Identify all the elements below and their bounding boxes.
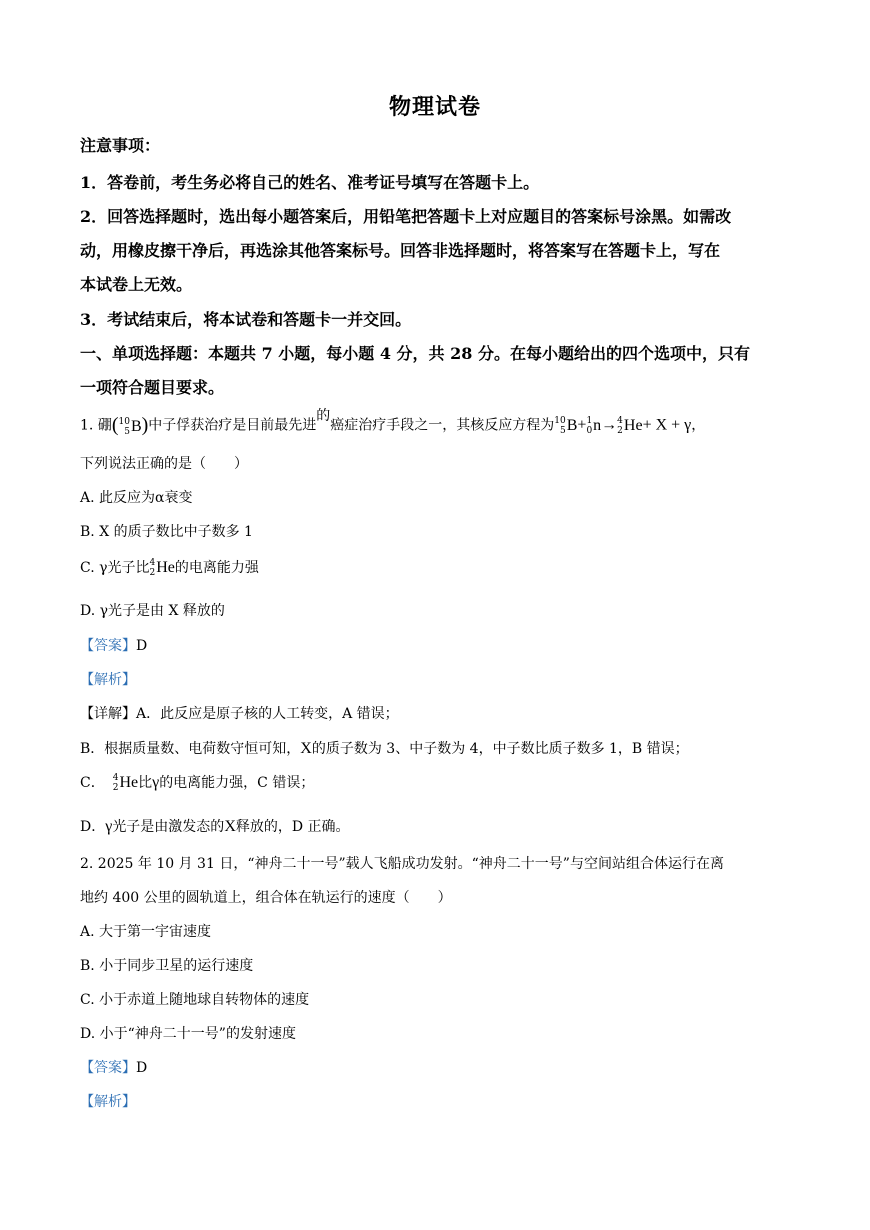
q1-option-b: B. X 的质子数比中子数多 1 (80, 524, 253, 540)
eq-boron: 10 5 B (554, 415, 578, 436)
q2-answer (80, 1057, 800, 1077)
section-heading-cont: 一项符合题目要求。 (80, 378, 225, 397)
q1-answer (80, 635, 800, 655)
q2-analysis-tag: 【解析】 (80, 1094, 136, 1110)
q1-stem-line2: 下列说法正确的是（ ） (80, 456, 248, 472)
eq-helium: 4 2 He (617, 415, 643, 436)
q2-option-c: C. 小于赤道上随地球自转物体的速度 (80, 992, 310, 1008)
q2-option-a: A. 大于第一宇宙速度 (80, 924, 212, 940)
notice-item-3: 3．考试结束后，将本试卷和答题卡一并交回。 (80, 310, 412, 329)
notice-item-2: 2．回答选择题时，选出每小题答案后，用铅笔把答题卡上对应题目的答案标号涂黑。如需改 (80, 207, 732, 226)
answer-tag: 【答案】 (80, 1060, 136, 1076)
boron-nuclide-paren: ( 10 5 B) (111, 414, 149, 437)
q1-detail-d: D．γ光子是由激发态的X释放的，D 正确。 (80, 818, 350, 835)
q1-mid: 中子俘获治疗是目前最先进 (148, 417, 317, 434)
option-c-helium: 4 2 He (149, 558, 175, 578)
q1-analysis-tag: 【解析】 (80, 672, 136, 688)
section-heading: 一、单项选择题：本题共 7 小题，每小题 4 分，共 28 分。在每小题给出的四个选项中，只有 (80, 344, 750, 363)
eq-plus: + (577, 416, 587, 434)
eq-arrow: → (601, 416, 618, 434)
eq-rest: + X + γ (642, 416, 692, 434)
notice-item-2-end: 本试卷上无效。 (80, 275, 193, 294)
notice-item-2-cont: 动，用橡皮擦干净后，再选涂其他答案标号。回答非选择题时，将答案写在答题卡上，写在 (80, 241, 721, 260)
q1-detail-a: 【详解】A．此反应是原子核的人工转变，A 错误； (80, 706, 399, 722)
eq-neutron: 1 0 n (586, 415, 602, 436)
question-2-stem: 2. 2025 年 10 月 31 日，“神舟二十一号”载人飞船成功发射。“神舟二十一号”与空间站组合体运行在离 (80, 856, 724, 872)
q2-stem-line2: 地约 400 公里的圆轨道上，组合体在轨运行的速度（ ） (80, 890, 452, 906)
answer-value: D (136, 638, 148, 654)
q1-post: 癌症治疗手段之一，其核反应方程为 (330, 417, 555, 434)
q1-de-char: 的 (316, 407, 331, 424)
q2-option-d: D. 小于“神舟二十一号”的发射速度 (80, 1026, 296, 1042)
q1-prefix: 1. 硼 (80, 417, 112, 434)
q1-detail-b: B．根据质量数、电荷数守恒可知，X的质子数为 3、中子数为 4，中子数比质子数多 1，B 错误； (80, 740, 689, 757)
page-title: 物理试卷 (388, 94, 481, 120)
answer-tag: 【答案】 (80, 638, 136, 654)
q2-option-b: B. 小于同步卫星的运行速度 (80, 958, 254, 974)
q1-option-d: D. γ光子是由 X 释放的 (80, 603, 225, 619)
eq-comma: ， (691, 417, 706, 434)
notice-heading: 注意事项： (80, 136, 161, 155)
notice-item-1: 1．答卷前，考生务必将自己的姓名、准考证号填写在答题卡上。 (80, 173, 540, 192)
question-1-stem (80, 407, 800, 448)
q1-option-c: C. γ光子比 4 2 He的电离能力强 (80, 558, 259, 578)
q1-detail-c: C． 4 2 He比γ的电离能力强，C 错误； (80, 773, 315, 793)
detail-c-helium: 4 2 He (112, 773, 139, 793)
q1-option-a: A. 此反应为α衰变 (80, 490, 193, 506)
answer-value: D (136, 1060, 148, 1076)
